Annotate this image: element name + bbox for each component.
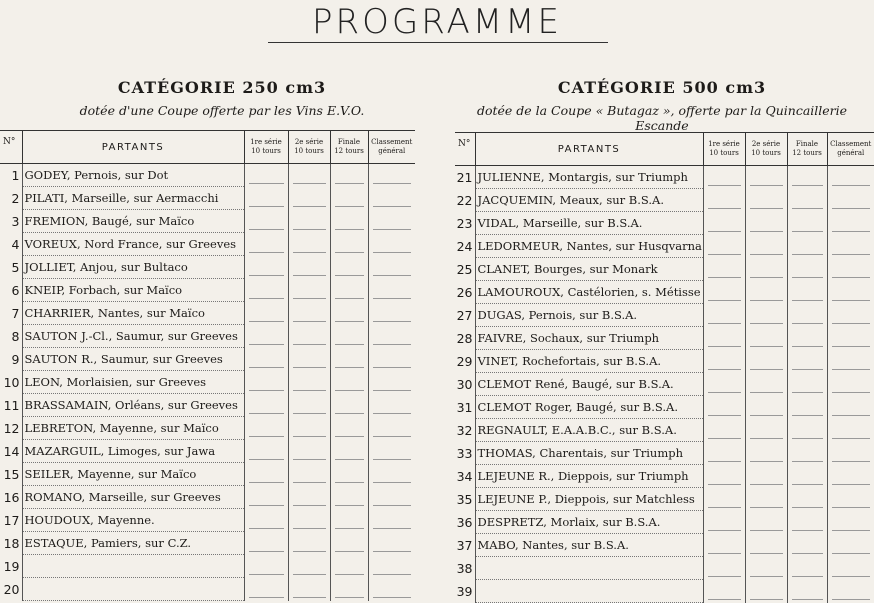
table-row [455, 327, 874, 350]
result-finale [330, 440, 368, 463]
table-row [0, 164, 415, 187]
result-finale [787, 350, 827, 373]
rider-entry: DUGAS, Pernois, sur B.S.A. [475, 304, 703, 327]
table-row [455, 166, 874, 189]
header-classement: Classement général [368, 131, 415, 164]
result-serie1 [244, 302, 288, 325]
rider-number: 18 [3, 535, 20, 551]
rider-entry: MAZARGUIL, Limoges, sur Jawa [22, 440, 244, 463]
result-finale [787, 166, 827, 189]
result-serie2 [288, 371, 330, 394]
result-serie1 [703, 304, 745, 327]
result-serie2 [745, 419, 787, 442]
rider-number: 35 [456, 491, 473, 507]
table-row [0, 417, 415, 440]
result-serie1 [703, 511, 745, 534]
rider-number: 38 [456, 560, 473, 576]
rider-number: 39 [456, 583, 473, 599]
rider-number: 28 [456, 330, 473, 346]
result-serie2 [288, 532, 330, 555]
result-serie2 [288, 348, 330, 371]
table-row [0, 302, 415, 325]
header-finale: Finale 12 tours [330, 131, 368, 164]
result-serie1 [703, 534, 745, 557]
category-title: CATÉGORIE 500 cm3 [557, 78, 767, 97]
category-500-header [452, 78, 872, 133]
table-row [0, 348, 415, 371]
table-row [0, 325, 415, 348]
result-finale [787, 373, 827, 396]
result-serie1 [244, 348, 288, 371]
result-finale [787, 419, 827, 442]
rider-number: 26 [456, 284, 473, 300]
result-serie2 [745, 350, 787, 373]
result-finale [330, 210, 368, 233]
result-serie2 [745, 258, 787, 281]
result-serie2 [288, 210, 330, 233]
table-row [455, 419, 874, 442]
result-serie1 [244, 164, 288, 187]
result-classement [827, 212, 874, 235]
result-classement [368, 164, 415, 187]
rider-entry: JULIENNE, Montargis, sur Triumph [475, 166, 703, 189]
rider-number: 7 [11, 305, 20, 321]
result-serie1 [244, 440, 288, 463]
result-serie2 [745, 373, 787, 396]
result-classement [827, 373, 874, 396]
table-row [0, 371, 415, 394]
result-serie1 [244, 279, 288, 302]
table-row [0, 532, 415, 555]
rider-entry: GODEY, Pernois, sur Dot [22, 164, 244, 187]
header-serie2: 2e série 10 tours [288, 131, 330, 164]
result-serie1 [703, 258, 745, 281]
header-serie1: 1re série 10 tours [703, 133, 745, 166]
result-serie1 [244, 463, 288, 486]
result-serie1 [703, 166, 745, 189]
title-underline [268, 42, 608, 43]
table-row [0, 187, 415, 210]
rider-number: 22 [456, 192, 473, 208]
result-finale [330, 417, 368, 440]
table-row [455, 465, 874, 488]
result-serie2 [745, 580, 787, 603]
table-row [455, 442, 874, 465]
rider-entry: MABO, Nantes, sur B.S.A. [475, 534, 703, 557]
result-classement [827, 189, 874, 212]
table-row [0, 279, 415, 302]
rider-number: 15 [3, 466, 20, 482]
rider-entry: FREMION, Baugé, sur Maïco [22, 210, 244, 233]
result-finale [330, 371, 368, 394]
result-serie2 [745, 304, 787, 327]
table-row [0, 509, 415, 532]
result-finale [330, 555, 368, 578]
result-serie2 [288, 463, 330, 486]
header-partants: PARTANTS [475, 133, 703, 166]
category-title: CATÉGORIE 250 cm3 [117, 78, 327, 97]
result-finale [330, 463, 368, 486]
result-finale [330, 532, 368, 555]
rider-entry: JACQUEMIN, Meaux, sur B.S.A. [475, 189, 703, 212]
rider-entry: FAIVRE, Sochaux, sur Triumph [475, 327, 703, 350]
rider-number: 37 [456, 537, 473, 553]
rider-number: 6 [11, 282, 20, 298]
rider-entry: VIDAL, Marseille, sur B.S.A. [475, 212, 703, 235]
result-finale [330, 486, 368, 509]
result-finale [787, 534, 827, 557]
header-partants: PARTANTS [22, 131, 244, 164]
result-classement [827, 511, 874, 534]
rider-entry: LEBRETON, Mayenne, sur Maïco [22, 417, 244, 440]
result-serie1 [244, 578, 288, 601]
rider-entry: LEJEUNE R., Dieppois, sur Triumph [475, 465, 703, 488]
result-serie1 [244, 256, 288, 279]
result-classement [368, 555, 415, 578]
result-classement [368, 279, 415, 302]
rider-number: 17 [3, 512, 20, 528]
header-number: N° [0, 131, 22, 164]
result-serie2 [288, 325, 330, 348]
table-header [455, 133, 874, 166]
result-serie2 [745, 465, 787, 488]
header-finale: Finale 12 tours [787, 133, 827, 166]
table-row [0, 486, 415, 509]
result-classement [368, 371, 415, 394]
table-row [455, 258, 874, 281]
rider-entry: SAUTON J.-Cl., Saumur, sur Greeves [22, 325, 244, 348]
result-serie1 [703, 488, 745, 511]
table-row [455, 281, 874, 304]
result-serie2 [288, 302, 330, 325]
result-finale [787, 465, 827, 488]
rider-number: 32 [456, 422, 473, 438]
rider-number: 30 [456, 376, 473, 392]
result-finale [330, 325, 368, 348]
rider-number: 24 [456, 238, 473, 254]
result-finale [787, 511, 827, 534]
result-serie2 [745, 212, 787, 235]
rider-entry [475, 580, 703, 603]
result-finale [330, 164, 368, 187]
table-row [0, 463, 415, 486]
table-row [455, 580, 874, 603]
rider-entry: LEDORMEUR, Nantes, sur Husqvarna [475, 235, 703, 258]
rider-entry: CLANET, Bourges, sur Monark [475, 258, 703, 281]
result-finale [787, 189, 827, 212]
result-serie2 [745, 396, 787, 419]
result-classement [368, 187, 415, 210]
table-row [0, 233, 415, 256]
result-serie1 [703, 189, 745, 212]
result-serie1 [703, 442, 745, 465]
result-serie1 [703, 419, 745, 442]
rider-number: 4 [11, 236, 20, 252]
result-classement [368, 578, 415, 601]
result-serie1 [703, 350, 745, 373]
result-serie1 [703, 327, 745, 350]
table-250cc [0, 130, 415, 601]
rider-entry: VOREUX, Nord France, sur Greeves [22, 233, 244, 256]
rider-entry: SEILER, Mayenne, sur Maïco [22, 463, 244, 486]
result-serie1 [703, 465, 745, 488]
header-serie1: 1re série 10 tours [244, 131, 288, 164]
result-classement [368, 440, 415, 463]
rider-entry: ROMANO, Marseille, sur Greeves [22, 486, 244, 509]
header-serie2: 2e série 10 tours [745, 133, 787, 166]
result-serie2 [745, 189, 787, 212]
result-finale [330, 578, 368, 601]
rider-number: 33 [456, 445, 473, 461]
result-classement [368, 233, 415, 256]
table-row [455, 511, 874, 534]
result-finale [787, 396, 827, 419]
table-row [455, 373, 874, 396]
result-finale [330, 279, 368, 302]
header-classement: Classement général [827, 133, 874, 166]
rider-entry: KNEIP, Forbach, sur Maïco [22, 279, 244, 302]
result-classement [827, 419, 874, 442]
result-serie1 [244, 187, 288, 210]
result-finale [787, 304, 827, 327]
result-serie2 [745, 442, 787, 465]
page-title: PROGRAMME [312, 2, 562, 42]
table-row [455, 534, 874, 557]
table-row [455, 212, 874, 235]
rider-number: 34 [456, 468, 473, 484]
rider-number: 16 [3, 489, 20, 505]
result-classement [827, 281, 874, 304]
rider-number: 23 [456, 215, 473, 231]
result-classement [368, 325, 415, 348]
header-number: N° [455, 133, 475, 166]
table-row [0, 210, 415, 233]
rider-entry [22, 578, 244, 601]
result-serie1 [244, 325, 288, 348]
result-serie2 [745, 557, 787, 580]
result-finale [330, 509, 368, 532]
result-serie2 [288, 417, 330, 440]
table-row [0, 578, 415, 601]
table-row [455, 304, 874, 327]
rider-number: 29 [456, 353, 473, 369]
result-serie2 [288, 256, 330, 279]
table-row [455, 189, 874, 212]
rider-entry: VINET, Rochefortais, sur B.S.A. [475, 350, 703, 373]
result-serie2 [745, 488, 787, 511]
result-serie2 [745, 235, 787, 258]
result-classement [827, 442, 874, 465]
rider-number: 2 [11, 190, 20, 206]
rider-number: 3 [11, 213, 20, 229]
table-header [0, 131, 415, 164]
result-classement [368, 302, 415, 325]
result-classement [827, 327, 874, 350]
table-row [0, 394, 415, 417]
result-finale [787, 580, 827, 603]
result-serie1 [703, 281, 745, 304]
result-finale [330, 394, 368, 417]
result-serie1 [244, 555, 288, 578]
result-classement [827, 465, 874, 488]
rider-entry: SAUTON R., Saumur, sur Greeves [22, 348, 244, 371]
rider-number: 31 [456, 399, 473, 415]
result-finale [787, 488, 827, 511]
result-serie2 [745, 166, 787, 189]
table-row [0, 555, 415, 578]
result-serie2 [288, 486, 330, 509]
result-classement [827, 580, 874, 603]
result-serie2 [288, 578, 330, 601]
rider-number: 14 [3, 443, 20, 459]
category-subtitle: dotée d'une Coupe offerte par les Vins E.V.O. [79, 103, 365, 118]
result-serie1 [244, 210, 288, 233]
result-finale [787, 557, 827, 580]
rider-entry: ESTAQUE, Pamiers, sur C.Z. [22, 532, 244, 555]
result-classement [368, 348, 415, 371]
result-classement [368, 532, 415, 555]
rider-number: 27 [456, 307, 473, 323]
result-serie2 [288, 279, 330, 302]
rider-entry [22, 555, 244, 578]
rider-number: 9 [11, 351, 20, 367]
rider-number: 20 [3, 581, 20, 597]
result-classement [368, 463, 415, 486]
result-classement [368, 256, 415, 279]
result-serie1 [703, 212, 745, 235]
table-row [0, 256, 415, 279]
result-serie1 [244, 532, 288, 555]
rider-entry: CHARRIER, Nantes, sur Maïco [22, 302, 244, 325]
result-serie1 [703, 373, 745, 396]
rider-number: 36 [456, 514, 473, 530]
category-250-header [12, 78, 432, 118]
rider-number: 11 [3, 397, 20, 413]
result-classement [827, 235, 874, 258]
result-serie1 [703, 557, 745, 580]
rider-number: 25 [456, 261, 473, 277]
rider-number: 1 [11, 167, 20, 183]
result-finale [787, 258, 827, 281]
result-serie2 [288, 440, 330, 463]
result-serie2 [745, 511, 787, 534]
rider-entry: CLEMOT Roger, Baugé, sur B.S.A. [475, 396, 703, 419]
rider-number: 5 [11, 259, 20, 275]
result-serie1 [703, 580, 745, 603]
result-finale [330, 256, 368, 279]
result-serie2 [745, 281, 787, 304]
result-classement [827, 350, 874, 373]
result-classement [368, 210, 415, 233]
rider-entry: LEJEUNE P., Dieppois, sur Matchless [475, 488, 703, 511]
table-500cc [455, 132, 874, 603]
result-serie2 [288, 187, 330, 210]
rider-entry: REGNAULT, E.A.A.B.C., sur B.S.A. [475, 419, 703, 442]
result-finale [330, 348, 368, 371]
result-serie1 [244, 509, 288, 532]
result-classement [827, 166, 874, 189]
rider-entry: PILATI, Marseille, sur Aermacchi [22, 187, 244, 210]
result-serie2 [288, 233, 330, 256]
category-subtitle: dotée de la Coupe « Butagaz », offerte par la Quincaillerie Escande [476, 103, 848, 133]
table-row [455, 235, 874, 258]
result-classement [827, 534, 874, 557]
result-classement [827, 557, 874, 580]
table-row [455, 557, 874, 580]
result-finale [330, 187, 368, 210]
result-classement [827, 258, 874, 281]
result-serie1 [703, 396, 745, 419]
result-serie1 [244, 233, 288, 256]
result-classement [827, 304, 874, 327]
rider-entry: HOUDOUX, Mayenne. [22, 509, 244, 532]
rider-entry: DESPRETZ, Morlaix, sur B.S.A. [475, 511, 703, 534]
result-serie2 [288, 509, 330, 532]
result-serie1 [244, 486, 288, 509]
table-row [455, 350, 874, 373]
result-classement [827, 396, 874, 419]
result-serie2 [745, 327, 787, 350]
result-classement [368, 417, 415, 440]
result-serie1 [244, 417, 288, 440]
result-serie2 [745, 534, 787, 557]
rider-entry: BRASSAMAIN, Orléans, sur Greeves [22, 394, 244, 417]
result-serie1 [703, 235, 745, 258]
result-serie1 [244, 394, 288, 417]
result-finale [787, 442, 827, 465]
result-classement [827, 488, 874, 511]
rider-number: 10 [3, 374, 20, 390]
rider-number: 12 [3, 420, 20, 436]
rider-number: 21 [456, 169, 473, 185]
rider-number: 8 [11, 328, 20, 344]
table-row [0, 440, 415, 463]
result-serie2 [288, 394, 330, 417]
rider-entry: JOLLIET, Anjou, sur Bultaco [22, 256, 244, 279]
result-classement [368, 486, 415, 509]
result-finale [330, 302, 368, 325]
result-classement [368, 394, 415, 417]
result-finale [787, 235, 827, 258]
rider-entry: CLEMOT René, Baugé, sur B.S.A. [475, 373, 703, 396]
result-finale [787, 281, 827, 304]
table-row [455, 488, 874, 511]
rider-entry: THOMAS, Charentais, sur Triumph [475, 442, 703, 465]
result-classement [368, 509, 415, 532]
result-finale [787, 212, 827, 235]
table-row [455, 396, 874, 419]
rider-entry [475, 557, 703, 580]
result-finale [330, 233, 368, 256]
result-serie1 [244, 371, 288, 394]
rider-number: 19 [3, 558, 20, 574]
rider-entry: LAMOUROUX, Castélorien, s. Métisse [475, 281, 703, 304]
result-serie2 [288, 164, 330, 187]
result-serie2 [288, 555, 330, 578]
rider-entry: LEON, Morlaisien, sur Greeves [22, 371, 244, 394]
result-finale [787, 327, 827, 350]
